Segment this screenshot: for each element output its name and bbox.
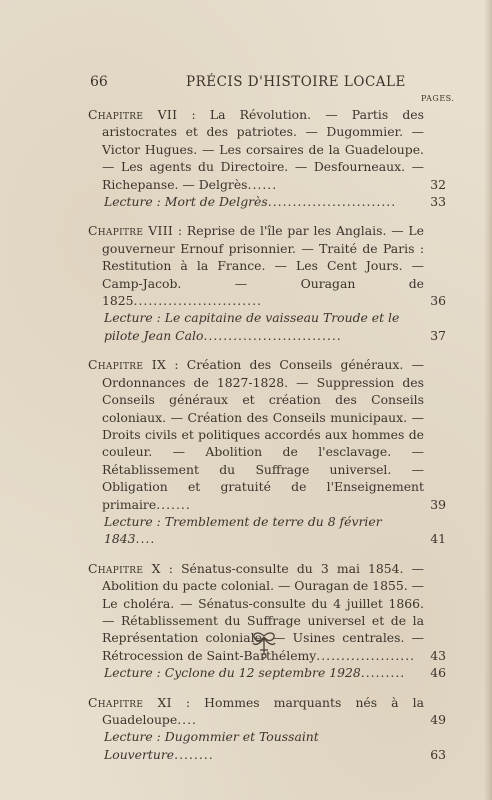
lecture-page-ref: 37 — [430, 327, 446, 343]
pages-column-label: PAGES. — [421, 94, 455, 103]
lecture-page-ref: 41 — [430, 531, 446, 547]
leader-dots: ...... — [247, 176, 278, 192]
toc-entry-chapter-9 — [88, 356, 446, 513]
chapter-summary: : Création des Conseils généraux. — Ordonnances de 1827-1828. — Suppression des Conseils généraux et création des Conseils coloniaux. — Création des Conseils municipaux. — Droits civils et politiques accordés aux hommes de couleur. — Abolition de l'esclavage. — Rétablissement du Suffrage universel. — Obligation et gratuité de l'Enseignement primaire — [102, 357, 424, 512]
lecture-title: : Tremblement de terre du 8 février 1843 — [104, 513, 382, 547]
toc-lecture-chapter-7 — [88, 193, 446, 210]
lecture-page-ref: 46 — [430, 665, 446, 681]
leader-dots: ....... — [156, 496, 191, 512]
lecture-label: Lecture — [104, 194, 153, 210]
chapter-label: Chapitre VII — [88, 107, 178, 122]
chapter-summary: : Reprise de l'île par les Anglais. — Le gouverneur Ernouf prisonnier. — Traité de Paris : Restitution à la France. — Les Cent Jours. — Camp-Jacob. — Ouragan de 1825 — [102, 223, 424, 309]
leader-dots: .......................... — [133, 293, 262, 309]
table-of-contents — [88, 106, 446, 763]
floral-vignette-icon — [246, 628, 282, 664]
chapter-page-ref: 32 — [430, 176, 446, 192]
chapter-page-ref: 43 — [430, 647, 446, 663]
toc-lecture-chapter-10 — [88, 664, 446, 681]
leader-dots: ......... — [360, 665, 406, 681]
leader-dots: .... — [135, 531, 156, 547]
lecture-title: : Mort de Delgrès — [152, 194, 268, 210]
page-number: 66 — [90, 74, 108, 90]
toc-entry-chapter-11 — [88, 694, 446, 729]
page-header — [90, 74, 470, 92]
chapter-label: Chapitre VIII — [88, 223, 174, 239]
leader-dots: .......................... — [267, 194, 397, 210]
lecture-label: Lecture — [104, 729, 153, 745]
leader-dots: .................... — [316, 647, 416, 663]
leader-dots: ........ — [174, 746, 214, 762]
lecture-title: : Cyclone du 12 septembre 1928 — [152, 665, 361, 681]
chapter-summary: : Sénatus-consulte du 3 mai 1854. — Abolition du pacte colonial. — Ouragan de 1855. — Le choléra. — Sénatus-consulte du 4 juillet 1866. — Rétablissement du Suffrage universel et de la Représentation coloniale. — Usines centrales. — Rétrocession de Saint-Barthélemy — [102, 560, 424, 663]
chapter-summary: : La Révolution. — Partis des aristocrates et des patriotes. — Dugommier. — Victor Hugues. — Les corsaires de la Guadeloupe. — Les agents du Directoire. — Desfourneaux. — Richepanse. — Delgrès — [102, 107, 424, 192]
chapter-label: Chapitre X — [88, 560, 161, 576]
toc-lecture-chapter-9 — [88, 513, 446, 548]
lecture-page-ref: 63 — [430, 746, 446, 762]
chapter-label: Chapitre XI — [88, 694, 172, 710]
chapter-page-ref: 39 — [430, 496, 446, 512]
lecture-label: Lecture — [104, 310, 153, 326]
toc-entry-chapter-7 — [88, 106, 446, 193]
leader-dots: .... — [177, 712, 197, 727]
toc-lecture-chapter-11 — [88, 728, 446, 763]
running-title: PRÉCIS D'HISTOIRE LOCALE — [186, 74, 406, 90]
chapter-page-ref: 49 — [430, 712, 446, 727]
lecture-label: Lecture — [104, 665, 153, 681]
lecture-title: : Dugommier et Toussaint Louverture — [104, 729, 319, 762]
toc-lecture-chapter-8 — [88, 309, 446, 344]
toc-entry-chapter-8 — [88, 222, 446, 309]
leader-dots: ............................ — [203, 327, 342, 343]
chapter-summary: : Hommes marquants nés à la Guadeloupe — [102, 694, 424, 727]
chapter-page-ref: 36 — [430, 293, 446, 309]
chapter-label: Chapitre IX — [88, 357, 167, 373]
lecture-title: : Le capitaine de vaisseau Troude et le pilote Jean Calo — [104, 310, 400, 343]
lecture-label: Lecture — [104, 513, 153, 529]
lecture-page-ref: 33 — [430, 194, 446, 210]
